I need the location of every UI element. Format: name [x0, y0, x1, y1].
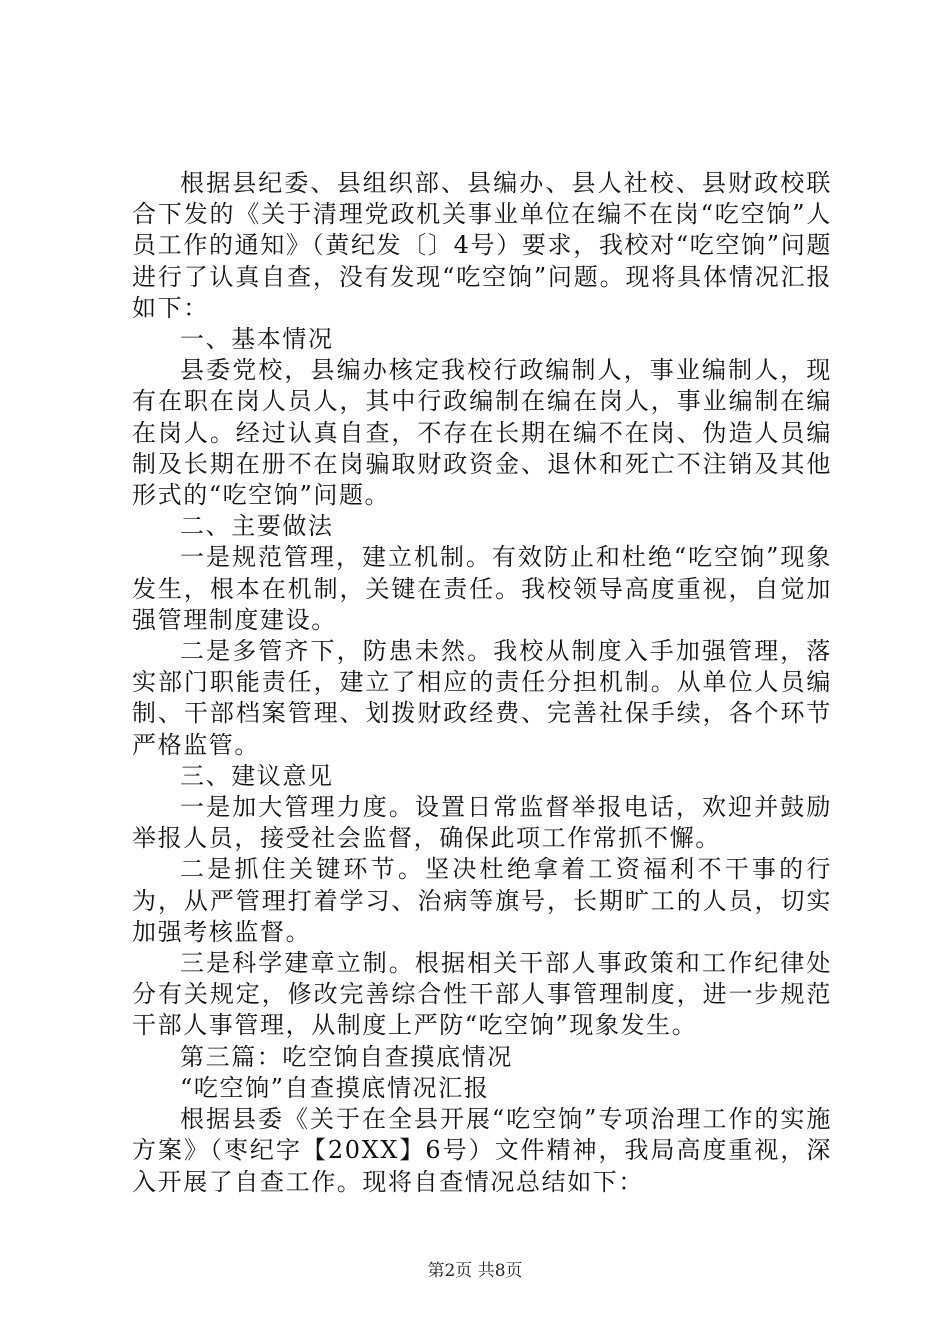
- paragraph-suggestion-3: 三是科学建章立制。根据相关干部人事政策和工作纪律处分有关规定，修改完善综合性干部人事管理制度，进一步规范干部人事管理，从制度上严防“吃空饷”现象发生。: [132, 949, 832, 1040]
- paragraph-report-intro: 根据县委《关于在全县开展“吃空饷”专项治理工作的实施方案》（枣纪字【20XX】6号）文件精神，我局高度重视，深入开展了自查工作。现将自查情况总结如下：: [132, 1105, 832, 1196]
- document-body: [132, 168, 832, 1198]
- paragraph-basic-situation: 县委党校，县编办核定我校行政编制人，事业编制人，现有在职在岗人员人，其中行政编制在编在岗人，事业编制在编在岗人。经过认真自查，不存在长期在编不在岗、伪造人员编制及长期在册不在岗骗取财政资金、退休和死亡不注销及其他形式的“吃空饷”问题。: [132, 356, 832, 510]
- paragraph-practice-2: 二是多管齐下，防患未然。我校从制度入手加强管理，落实部门职能责任，建立了相应的责任分担机制。从单位人员编制、干部档案管理、划拨财政经费、完善社保手续，各个环节严格监管。: [132, 637, 832, 759]
- section-heading-suggestions: 三、建议意见: [180, 761, 334, 790]
- section-heading-basic-situation: 一、基本情况: [180, 325, 334, 354]
- report-title: “吃空饷”自查摸底情况汇报: [180, 1073, 490, 1102]
- paragraph-intro: 根据县纪委、县组织部、县编办、县人社校、县财政校联合下发的《关于清理党政机关事业单位在编不在岗“吃空饷”人员工作的通知》（黄纪发〔〕4号）要求，我校对“吃空饷”问题进行了认真自查，没有发现“吃空饷”问题。现将具体情况汇报如下：: [132, 169, 832, 322]
- chapter-heading-part-three: 第三篇：吃空饷自查摸底情况: [180, 1042, 513, 1071]
- section-heading-main-practices: 二、主要做法: [180, 512, 334, 541]
- paragraph-suggestion-2: 二是抓住关键环节。坚决杜绝拿着工资福利不干事的行为，从严管理打着学习、治病等旗号，长期旷工的人员，切实加强考核监督。: [132, 855, 832, 946]
- paragraph-practice-1: 一是规范管理，建立机制。有效防止和杜绝“吃空饷”现象发生，根本在机制，关键在责任。我校领导高度重视，自觉加强管理制度建设。: [132, 543, 832, 634]
- paragraph-suggestion-1: 一是加大管理力度。设置日常监督举报电话，欢迎并鼓励举报人员，接受社会监督，确保此项工作常抓不懈。: [132, 793, 832, 853]
- page-number-footer: 第2页 共8页: [427, 1261, 523, 1281]
